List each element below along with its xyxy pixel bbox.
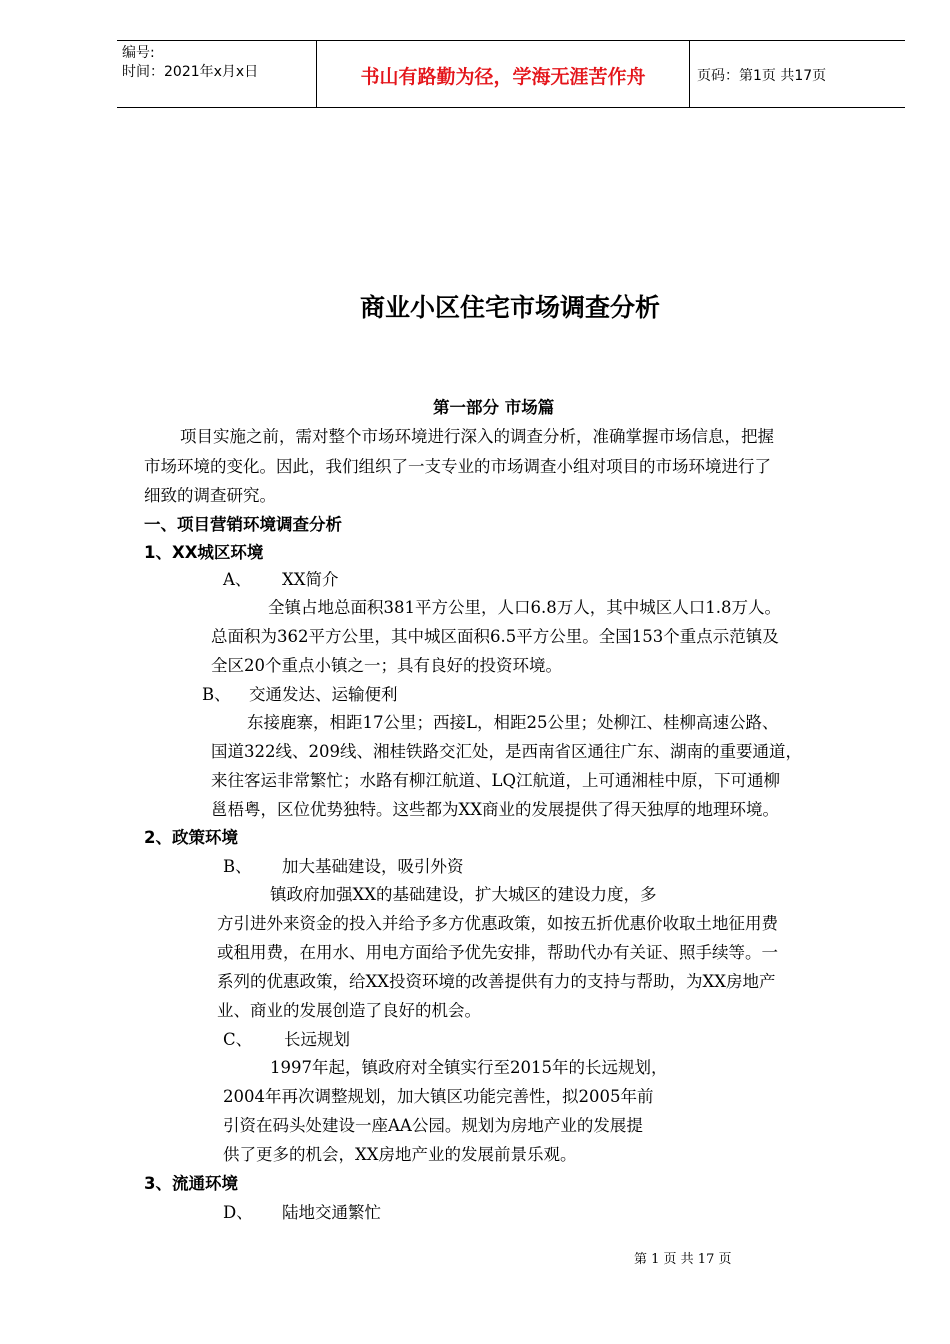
para-a-line: 全区20个重点小镇之一；具有良好的投资环境。 bbox=[211, 656, 562, 675]
subheading-city-environment: 1、XX城区环境 bbox=[144, 543, 264, 562]
time-label: 时间：2021年x月x日 bbox=[122, 64, 259, 80]
para-b-line: 国道322线、209线、湘桂铁路交汇处，是西南省区通往广东、湖南的重要通道， bbox=[211, 742, 802, 761]
intro-line: 项目实施之前，需对整个市场环境进行深入的调查分析，准确掌握市场信息，把握 bbox=[180, 427, 774, 446]
para-c-line: 2004年再次调整规划，加大镇区功能完善性，拟2005年前 bbox=[223, 1087, 654, 1106]
para-b2-line: 系列的优惠政策，给XX投资环境的改善提供有力的支持与帮助，为XX房地产 bbox=[217, 972, 776, 991]
para-c-line: 供了更多的机会，XX房地产业的发展前景乐观。 bbox=[223, 1145, 577, 1164]
item-c-label: 长远规划 bbox=[284, 1030, 350, 1049]
item-b-marker: B、 bbox=[202, 685, 231, 704]
document-title: 商业小区住宅市场调查分析 bbox=[359, 293, 660, 322]
header-meta bbox=[122, 44, 258, 82]
para-b2-line: 或租用费，在用水、用电方面给予优先安排，帮助代办有关证、照手续等。一 bbox=[217, 943, 778, 962]
para-b2-line: 方引进外来资金的投入并给予多方优惠政策，如按五折优惠价收取土地征用费 bbox=[217, 914, 778, 933]
intro-line: 细致的调查研究。 bbox=[144, 486, 276, 505]
heading-marketing-environment: 一、项目营销环境调查分析 bbox=[144, 515, 342, 534]
para-b-line: 东接鹿寨，相距17公里；西接L，相距25公里；处柳江、桂柳高速公路、 bbox=[247, 713, 779, 732]
item-b2-label: 加大基础建设，吸引外资 bbox=[282, 857, 464, 876]
header-motto: 书山有路勤为径，学海无涯苦作舟 bbox=[360, 66, 646, 88]
item-b-label: 交通发达、运输便利 bbox=[249, 685, 398, 704]
para-c-line: 1997年起，镇政府对全镇实行至2015年的长远规划， bbox=[270, 1058, 668, 1077]
code-label: 编号: bbox=[122, 45, 155, 61]
item-d-marker: D、 bbox=[223, 1203, 253, 1222]
page-footer: 第 1 页 共 17 页 bbox=[634, 1252, 732, 1267]
para-c-line: 引资在码头处建设一座AA公园。规划为房地产业的发展提 bbox=[223, 1116, 643, 1135]
intro-line: 市场环境的变化。因此，我们组织了一支专业的市场调查小组对项目的市场环境进行了 bbox=[144, 457, 771, 476]
item-b2-marker: B、 bbox=[223, 857, 252, 876]
header-page-info: 页码：第1页 共17页 bbox=[697, 68, 827, 84]
para-b-line: 邕梧粤，区位优势独特。这些都为XX商业的发展提供了得天独厚的地理环境。 bbox=[211, 800, 779, 819]
subheading-circulation-environment: 3、流通环境 bbox=[144, 1174, 238, 1193]
section-title: 第一部分 市场篇 bbox=[433, 398, 555, 417]
subheading-policy-environment: 2、政策环境 bbox=[144, 828, 238, 847]
item-a-label: XX简介 bbox=[282, 570, 339, 589]
para-a-line: 全镇占地总面积381平方公里，人口6.8万人，其中城区人口1.8万人。 bbox=[268, 598, 781, 617]
para-b2-line: 镇政府加强XX的基础建设，扩大城区的建设力度，多 bbox=[270, 885, 657, 904]
header-divider bbox=[689, 41, 690, 107]
para-b2-line: 业、商业的发展创造了良好的机会。 bbox=[217, 1001, 481, 1020]
page-header bbox=[117, 40, 905, 108]
para-b-line: 来往客运非常繁忙；水路有柳江航道、LQ江航道，上可通湘桂中原，下可通柳 bbox=[211, 771, 780, 790]
item-a-marker: A、 bbox=[223, 570, 252, 589]
item-d-label: 陆地交通繁忙 bbox=[282, 1203, 381, 1222]
item-c-marker: C、 bbox=[223, 1030, 253, 1049]
para-a-line: 总面积为362平方公里，其中城区面积6.5平方公里。全国153个重点示范镇及 bbox=[211, 627, 779, 646]
